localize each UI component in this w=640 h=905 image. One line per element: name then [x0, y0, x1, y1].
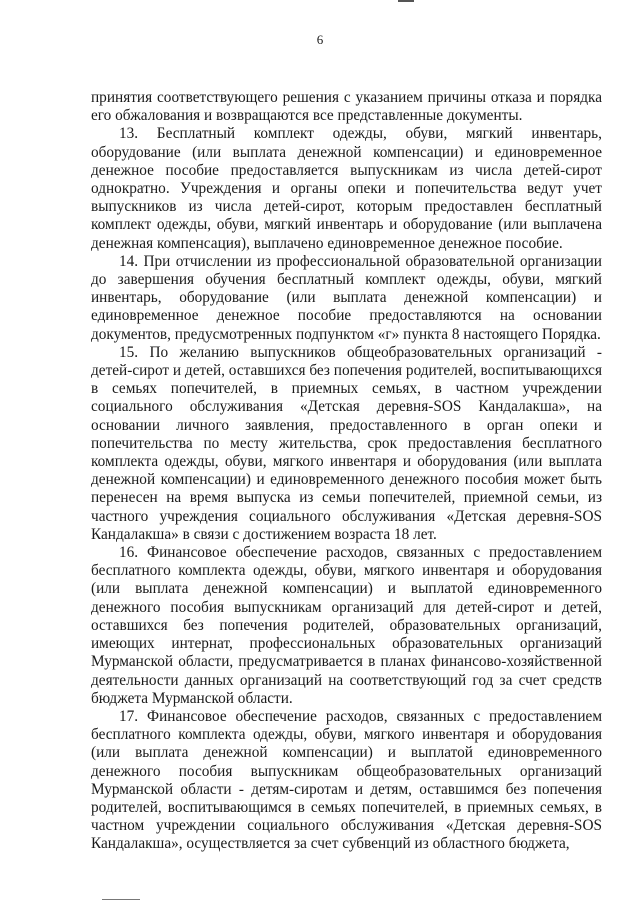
document-body — [91, 89, 602, 854]
paragraph-13: 13. Бесплатный комплект одежды, обуви, мягкий инвентарь, оборудование (или выплата денежной компенсации) и единовременное денежное пособие предоставляется выпускникам из числа детей-сирот однократно. Учреждения и органы опеки и попечительства ведут учет выпускников из числа детей-сирот, которым предоставлен бесплатный комплект одежды, обуви, мягкий инвентарь и оборудование (или выплачена денежная компенсация), выплачено единовременное денежное пособие. — [91, 125, 602, 252]
paragraph-17: 17. Финансовое обеспечение расходов, связанных с предоставлением бесплатного комплекта одежды, обуви, мягкого инвентаря и оборудования (или выплата денежной компенсации) и выплатой единовременного денежного пособия выпускникам общеобразовательных организаций Мурманской области - детям-сиротам и детям, оставшимся без попечения родителей, воспитывающимся в семьях попечителей, в приемных семьях, в частном учреждении социального обслуживания «Детская деревня-SOS Кандалакша», осуществляется за счет субвенций из областного бюджета, — [91, 707, 602, 853]
paragraph-continuation: принятия соответствующего решения с указанием причины отказа и порядка его обжалования и возвращаются все представленные документы. — [91, 89, 602, 125]
paragraph-14: 14. При отчислении из профессиональной образовательной организации до завершения обучения бесплатный комплект одежды, обуви, мягкий инвентарь, оборудование (или выплата денежной компенсации) и единовременное денежное пособие предоставляются на основании документов, предусмотренных подпунктом «г» пункта 8 настоящего Порядка. — [91, 252, 602, 343]
paragraph-15: 15. По желанию выпускников общеобразовательных организаций - детей-сирот и детей, оставшихся без попечения родителей, воспитывающихся в семьях попечителей, в приемных семьях, в частном учреждении социального обслуживания «Детская деревня-SOS Кандалакша», на основании личного заявления, предоставленного в орган опеки и попечительства по месту жительства, срок предоставления бесплатного комплекта одежды, обуви, мягкого инвентаря и оборудования (или выплата денежной компенсации) и единовременного денежного пособия может быть перенесен на время выпуска из семьи попечителей, приемной семьи, из частного учреждения социального обслуживания «Детская деревня-SOS Кандалакша» в связи с достижением возраста 18 лет. — [91, 343, 602, 543]
paragraph-16: 16. Финансовое обеспечение расходов, связанных с предоставлением бесплатного комплекта одежды, обуви, мягкого инвентаря и оборудования (или выплата денежной компенсации) и выплатой единовременного денежного пособия выпускникам организаций для детей-сирот и детей, оставшихся без попечения родителей, образовательных организаций, имеющих интернат, профессиональных образовательных организаций Мурманской области, предусматривается в планах финансово-хозяйственной деятельности данных организаций на соответствующий год за счет средств бюджета Мурманской области. — [91, 544, 602, 707]
scan-mark-top — [398, 0, 414, 2]
page-number: 6 — [316, 32, 324, 47]
scan-mark-bottom — [102, 899, 140, 900]
